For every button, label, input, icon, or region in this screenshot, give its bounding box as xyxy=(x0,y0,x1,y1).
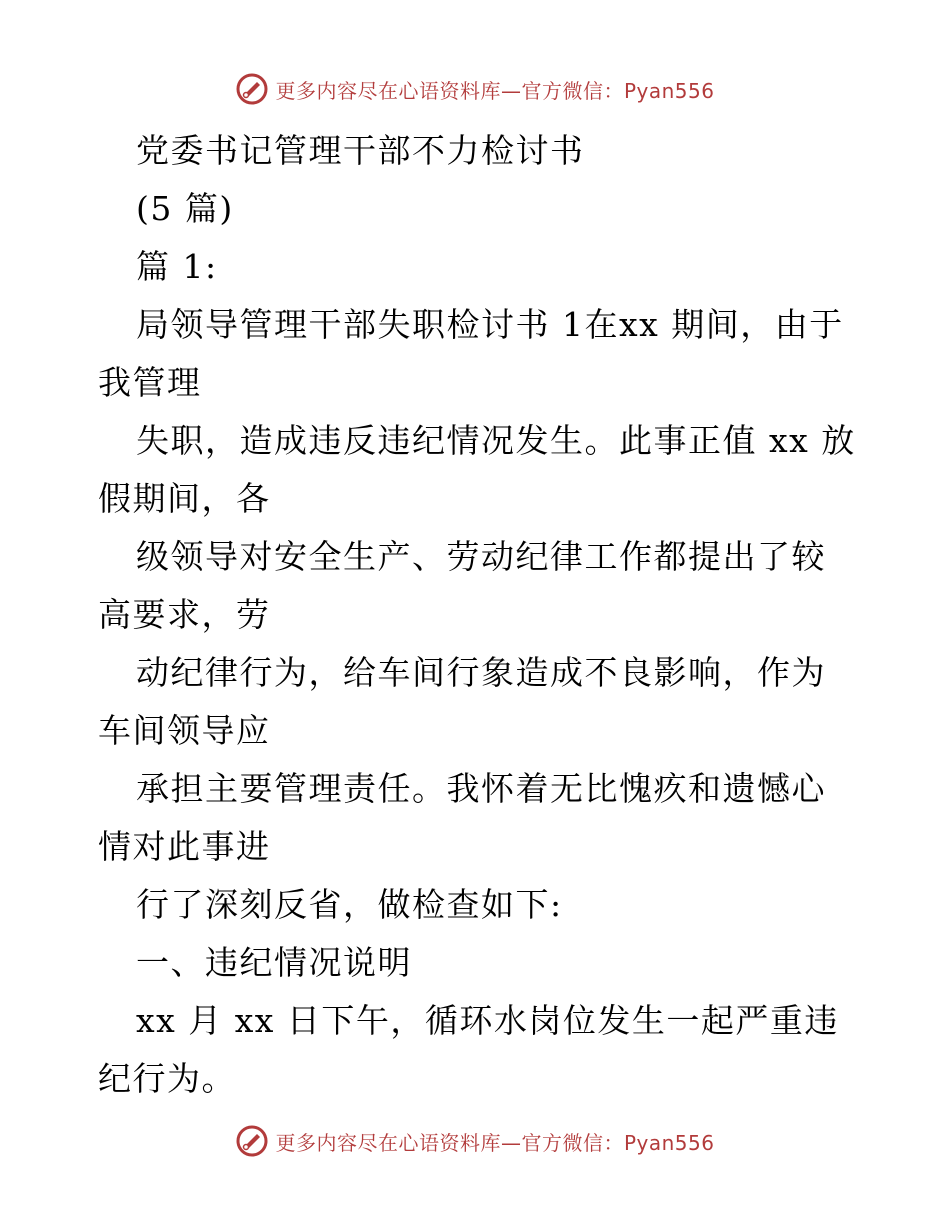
document-subtitle: (5 篇) xyxy=(136,189,234,228)
paragraph: 一、违纪情况说明 xyxy=(136,943,412,982)
paragraph: 失职，造成违反违纪情况发生。此事正值 xx 放假期间，各 xyxy=(98,421,856,518)
watermark-text: 更多内容尽在心语资料库—官方微信：Pyan556 xyxy=(275,78,715,103)
paragraph: 承担主要管理责任。我怀着无比愧疚和遗憾心情对此事进 xyxy=(98,769,826,866)
watermark-banner-bottom xyxy=(0,1124,950,1158)
paragraph: 行了深刻反省，做检查如下: xyxy=(136,885,563,924)
document-body xyxy=(98,122,858,1108)
watermark-banner-top xyxy=(0,72,950,106)
paragraph: xx 月 xx 日下午，循环水岗位发生一起严重违纪行为。 xyxy=(98,1001,839,1098)
brand-logo-icon xyxy=(235,72,269,106)
paragraph: 级领导对安全生产、劳动纪律工作都提出了较高要求，劳 xyxy=(98,537,826,634)
watermark-text: 更多内容尽在心语资料库—官方微信：Pyan556 xyxy=(275,1130,715,1155)
paragraph: 动纪律行为，给车间行象造成不良影响，作为车间领导应 xyxy=(98,653,826,750)
paragraph: 局领导管理干部失职检讨书 1在xx 期间，由于我管理 xyxy=(98,305,844,402)
brand-logo-icon xyxy=(235,1124,269,1158)
document-title: 党委书记管理干部不力检讨书 xyxy=(136,131,585,170)
section-heading: 篇 1: xyxy=(136,247,218,286)
